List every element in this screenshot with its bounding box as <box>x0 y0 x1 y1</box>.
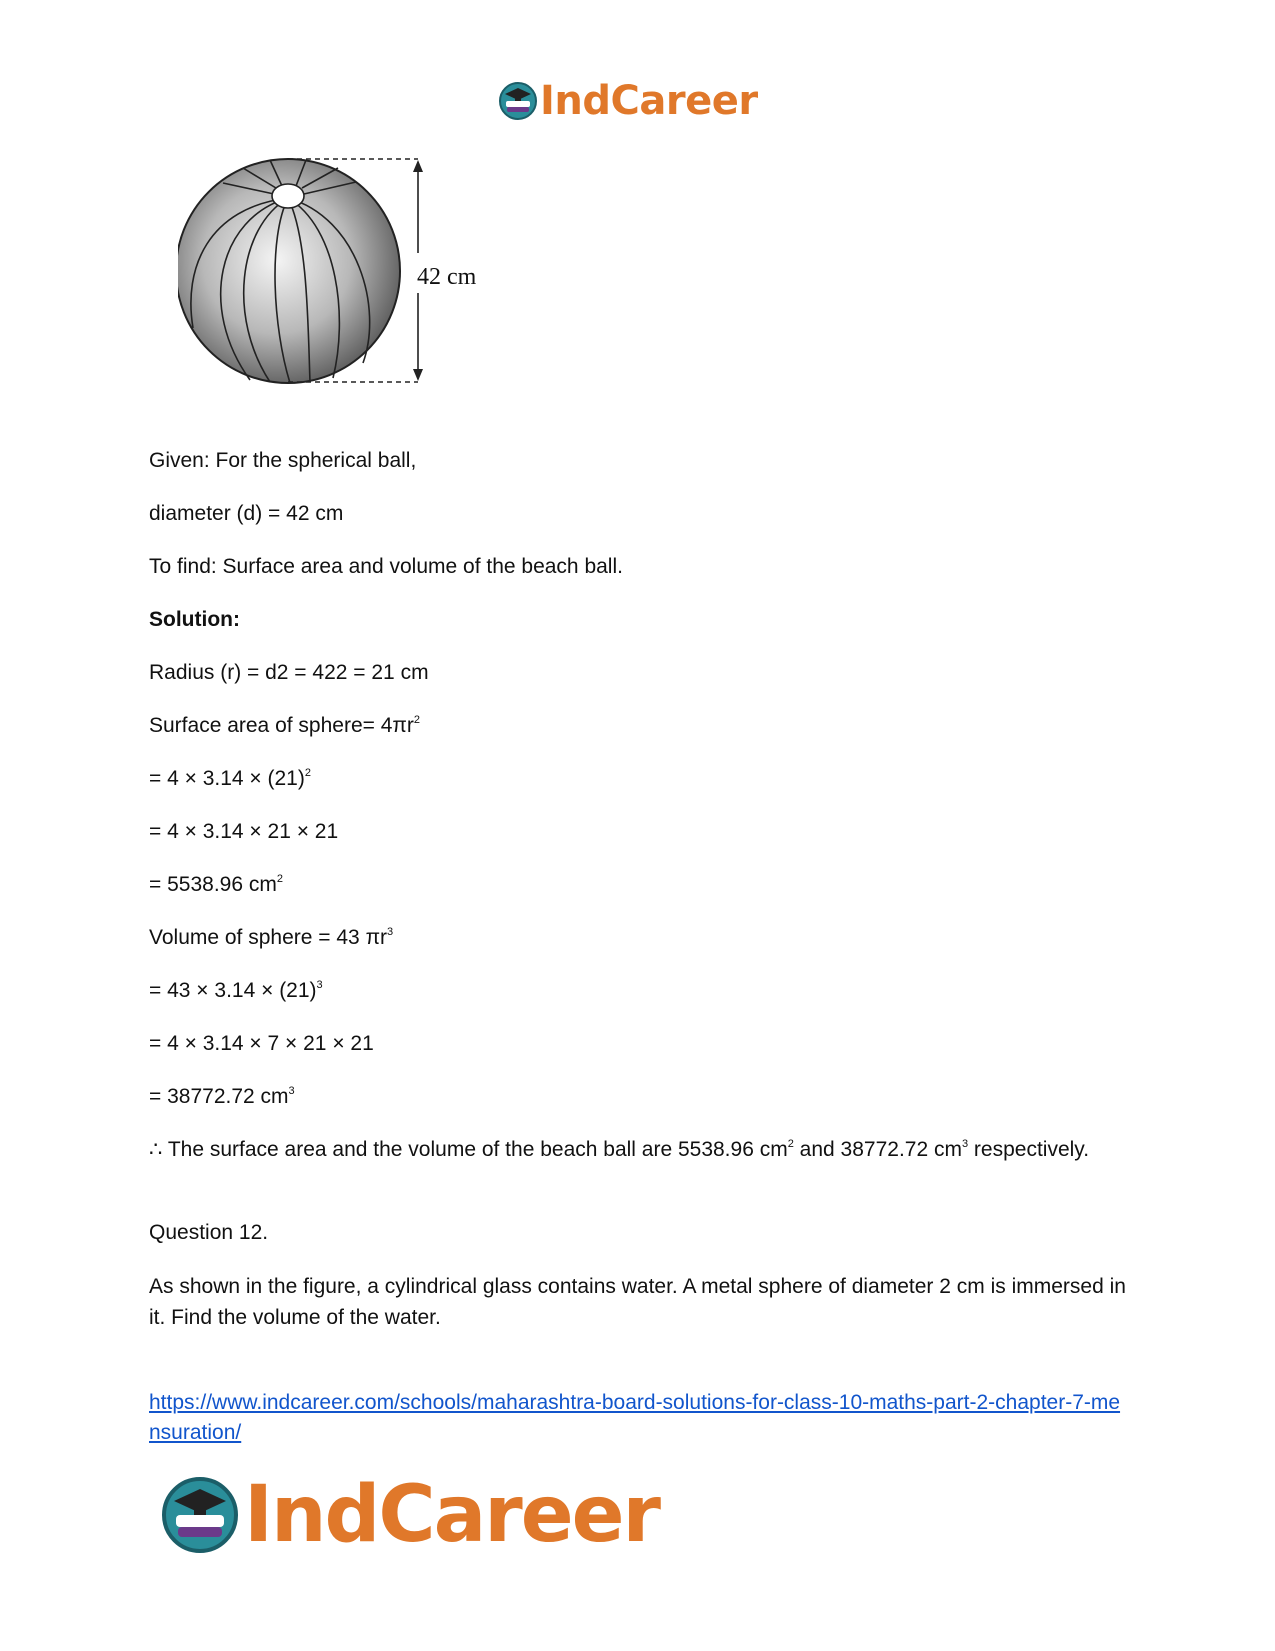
question-label: Question 12. <box>149 1221 269 1244</box>
exponent: 2 <box>304 767 311 779</box>
diameter-dimension-label: 42 cm <box>417 264 477 290</box>
surface-area-formula-text: Surface area of sphere= 4πr <box>149 714 414 737</box>
exponent: 2 <box>787 1138 794 1150</box>
surface-area-result-text: = 5538.96 cm <box>149 873 277 896</box>
exponent: 3 <box>387 926 394 938</box>
footer-brand-text: IndCareer <box>244 1470 659 1560</box>
conclusion-text-b: and 38772.72 cm <box>793 1138 962 1161</box>
volume-step-2: = 4 × 3.14 × 7 × 21 × 21 <box>149 1032 374 1055</box>
solution-heading: Solution: <box>149 608 240 631</box>
footer-logo <box>160 1470 659 1560</box>
conclusion-text-a: ∴ The surface area and the volume of the beach ball are 5538.96 cm <box>149 1138 788 1161</box>
beach-ball-figure <box>178 158 508 416</box>
exponent: 3 <box>288 1085 295 1097</box>
conclusion-paragraph <box>149 1134 1129 1165</box>
graduation-cap-book-globe-icon <box>160 1475 240 1555</box>
surface-area-formula <box>149 711 420 741</box>
exponent: 3 <box>961 1138 969 1150</box>
volume-step-1-text: = 43 × 3.14 × (21) <box>149 979 317 1002</box>
volume-result-text: = 38772.72 cm <box>149 1085 289 1108</box>
surface-area-result <box>149 870 283 900</box>
volume-formula <box>149 923 393 953</box>
question-text: As shown in the figure, a cylindrical glass contains water. A metal sphere of diameter 2 cm is immersed in it. Find the volume of the water. <box>149 1275 1126 1329</box>
graduation-cap-book-globe-icon <box>498 81 538 121</box>
exponent: 2 <box>276 873 283 885</box>
source-link[interactable]: https://www.indcareer.com/schools/maharashtra-board-solutions-for-class-10-maths-part-2-chapter-7-mensuration/ <box>149 1391 1121 1444</box>
volume-result <box>149 1082 295 1112</box>
exponent: 3 <box>316 979 323 991</box>
conclusion-text-c: respectively. <box>968 1138 1090 1161</box>
exponent: 2 <box>413 714 421 726</box>
header-logo <box>498 78 758 124</box>
volume-formula-text: Volume of sphere = 43 πr <box>149 926 388 949</box>
surface-area-step-1-text: = 4 × 3.14 × (21) <box>149 767 305 790</box>
to-find-text: To find: Surface area and volume of the beach ball. <box>149 555 623 578</box>
radius-text: Radius (r) = d2 = 422 = 21 cm <box>149 661 429 684</box>
surface-area-step-1 <box>149 764 311 794</box>
given-text: Given: For the spherical ball, <box>149 449 417 472</box>
diameter-text: diameter (d) = 42 cm <box>149 502 344 525</box>
header-brand-text: IndCareer <box>540 78 758 124</box>
volume-step-1 <box>149 976 323 1006</box>
surface-area-step-2: = 4 × 3.14 × 21 × 21 <box>149 820 339 843</box>
